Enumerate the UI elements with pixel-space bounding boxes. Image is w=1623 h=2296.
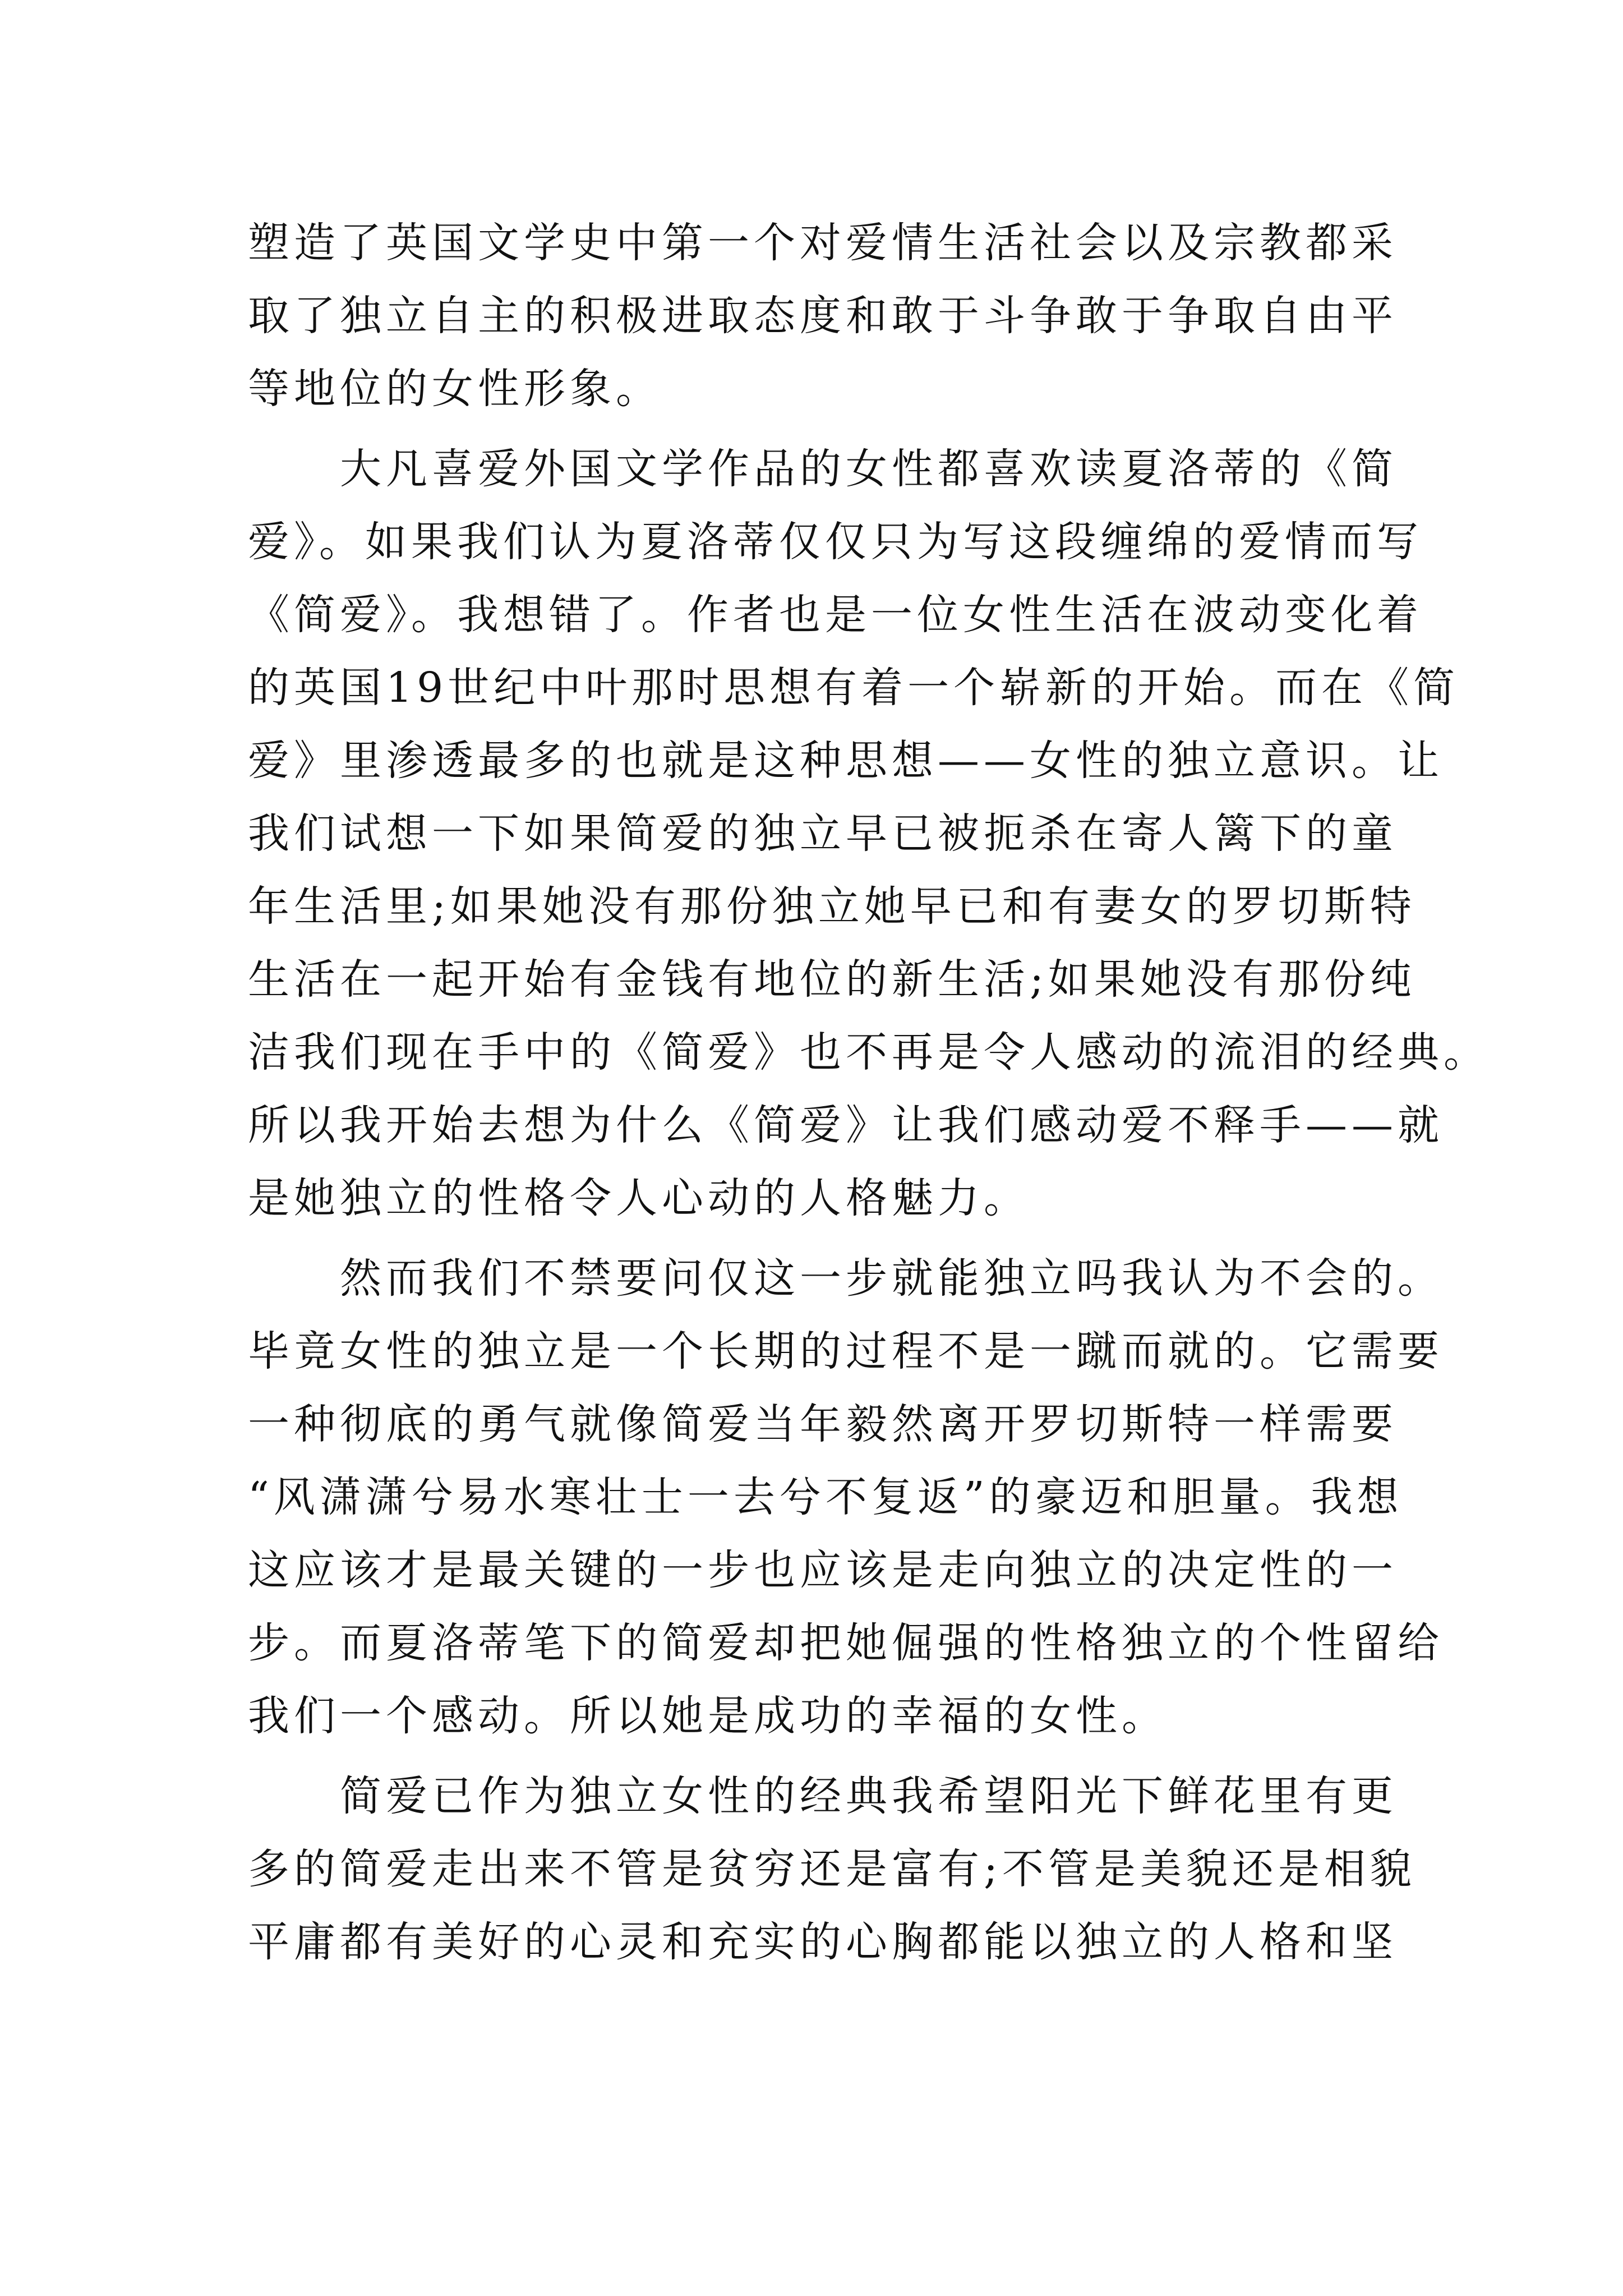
text-line: 《简爱》。我想错了。作者也是一位女性生活在波动变化着 <box>248 591 1423 639</box>
text-line: 是她独立的性格令人心动的人格魅力。 <box>248 1174 1030 1222</box>
document-body <box>248 206 1490 1978</box>
text-line: 这应该才是最关键的一步也应该是走向独立的决定性的一 <box>248 1546 1398 1594</box>
text-line: 取了独立自主的积极进取态度和敢于斗争敢于争取自由平 <box>248 292 1398 340</box>
text-line: 平庸都有美好的心灵和充实的心胸都能以独立的人格和坚 <box>248 1918 1398 1966</box>
text-line: 生活在一起开始有金钱有地位的新生活;如果她没有那份纯 <box>248 955 1416 1004</box>
text-line: 的英国19世纪中叶那时思想有着一个崭新的开始。而在《简 <box>248 664 1460 712</box>
paragraph <box>248 432 1490 1235</box>
text-line: 洁我们现在手中的《简爱》也不再是令人感动的流泪的经典。 <box>248 1028 1490 1076</box>
text-line: 简爱已作为独立女性的经典我希望阳光下鲜花里有更 <box>340 1772 1398 1820</box>
text-line: 毕竟女性的独立是一个长期的过程不是一蹴而就的。它需要 <box>248 1327 1444 1375</box>
text-line: 我们试想一下如果简爱的独立早已被扼杀在寄人篱下的童 <box>248 809 1398 858</box>
text-line: 年生活里;如果她没有那份独立她早已和有妻女的罗切斯特 <box>248 882 1416 931</box>
text-line: 塑造了英国文学史中第一个对爱情生活社会以及宗教都采 <box>248 219 1398 267</box>
paragraph <box>248 206 1398 425</box>
text-line: 多的简爱走出来不管是贫穷还是富有;不管是美貌还是相貌 <box>248 1845 1416 1893</box>
text-line: 我们一个感动。所以她是成功的幸福的女性。 <box>248 1692 1168 1740</box>
text-line: 所以我开始去想为什么《简爱》让我们感动爱不释手——就 <box>248 1101 1444 1149</box>
text-line: 步。而夏洛蒂笔下的简爱却把她倔强的性格独立的个性留给 <box>248 1619 1444 1667</box>
paragraph <box>248 1242 1444 1752</box>
paragraph <box>248 1760 1416 1978</box>
text-line: 爱》里渗透最多的也就是这种思想——女性的独立意识。让 <box>248 737 1444 785</box>
text-line: 等地位的女性形象。 <box>248 365 662 413</box>
text-line: 一种彻底的勇气就像简爱当年毅然离开罗切斯特一样需要 <box>248 1400 1398 1448</box>
text-line: 然而我们不禁要问仅这一步就能独立吗我认为不会的。 <box>340 1254 1444 1303</box>
text-line: 大凡喜爱外国文学作品的女性都喜欢读夏洛蒂的《简 <box>340 445 1398 493</box>
text-line: “风潇潇兮易水寒壮士一去兮不复返”的豪迈和胆量。我想 <box>248 1473 1403 1521</box>
text-line: 爱》。如果我们认为夏洛蒂仅仅只为写这段缠绵的爱情而写 <box>248 518 1423 566</box>
